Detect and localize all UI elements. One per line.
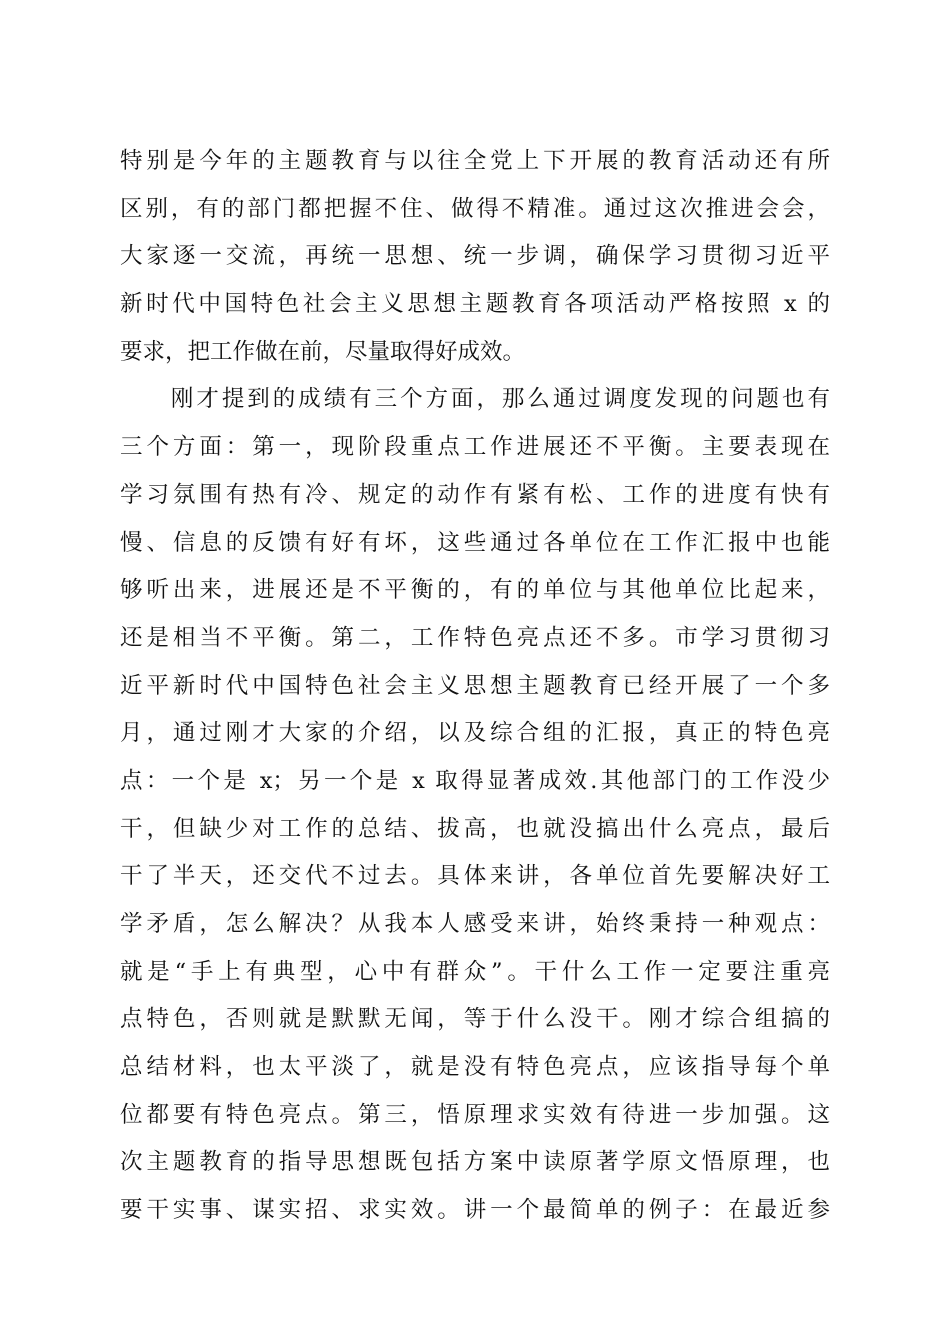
paragraph-2-line: 总结材料，也太平淡了，就是没有特色亮点，应该指导每个单 <box>120 1054 830 1081</box>
paragraph-2-line: 学矛盾，怎么解决？从我本人感受来讲，始终秉持一种观点： <box>120 911 830 937</box>
paragraph-2-line: 点特色，否则就是默默无闻，等于什么没干。刚才综合组搞的 <box>120 1006 830 1033</box>
paragraph-2-line: 学习氛围有热有冷、规定的动作有紧有松、工作的进度有快有 <box>120 481 830 508</box>
paragraph-2-line: 够听出来，进展还是不平衡的，有的单位与其他单位比起来， <box>120 577 830 604</box>
paragraph-2-line: 近平新时代中国特色社会主义思想主题教育已经开展了一个多 <box>120 672 830 699</box>
paragraph-2-line: 就是“手上有典型，心中有群众”。干什么工作一定要注重亮 <box>120 958 830 985</box>
paragraph-2-line: 点：一个是 x；另一个是 x 取得显著成效.其他部门的工作没少 <box>120 767 830 794</box>
paragraph-2-line: 位都要有特色亮点。第三，悟原理求实效有待进一步加强。这 <box>120 1101 830 1128</box>
paragraph-2-line: 干了半天，还交代不过去。具体来讲，各单位首先要解决好工 <box>120 863 830 890</box>
paragraph-2-line: 干，但缺少对工作的总结、拔高，也就没搞出什么亮点，最后 <box>120 815 830 842</box>
paragraph-2-line: 慢、信息的反馈有好有坏，这些通过各单位在工作汇报中也能 <box>120 529 830 556</box>
document-body <box>120 138 830 1235</box>
paragraph-2-line: 三个方面：第一，现阶段重点工作进展还不平衡。主要表现在 <box>120 434 830 461</box>
paragraph-2-line: 次主题教育的指导思想既包括方案中读原著学原文悟原理，也 <box>120 1149 830 1176</box>
paragraph-2-line: 要干实事、谋实招、求实效。讲一个最简单的例子：在最近参 <box>120 1197 830 1224</box>
paragraph-1-line: 特别是今年的主题教育与以往全党上下开展的教育活动还有所 <box>120 148 830 174</box>
paragraph-1-line: 大家逐一交流，再统一思想、统一步调，确保学习贯彻习近平 <box>120 243 830 270</box>
paragraph-2-line: 刚才提到的成绩有三个方面，那么通过调度发现的问题也有 <box>120 386 830 413</box>
paragraph-1-line: 新时代中国特色社会主义思想主题教育各项活动严格按照 x 的 <box>120 291 830 318</box>
paragraph-1-line: 区别，有的部门都把握不住、做得不精准。通过这次推进会会， <box>120 195 830 222</box>
paragraph-1-line: 要求，把工作做在前，尽量取得好成效。 <box>120 338 526 365</box>
paragraph-2-line: 还是相当不平衡。第二，工作特色亮点还不多。市学习贯彻习 <box>120 624 830 651</box>
paragraph-2-line: 月，通过刚才大家的介绍，以及综合组的汇报，真正的特色亮 <box>120 720 830 747</box>
